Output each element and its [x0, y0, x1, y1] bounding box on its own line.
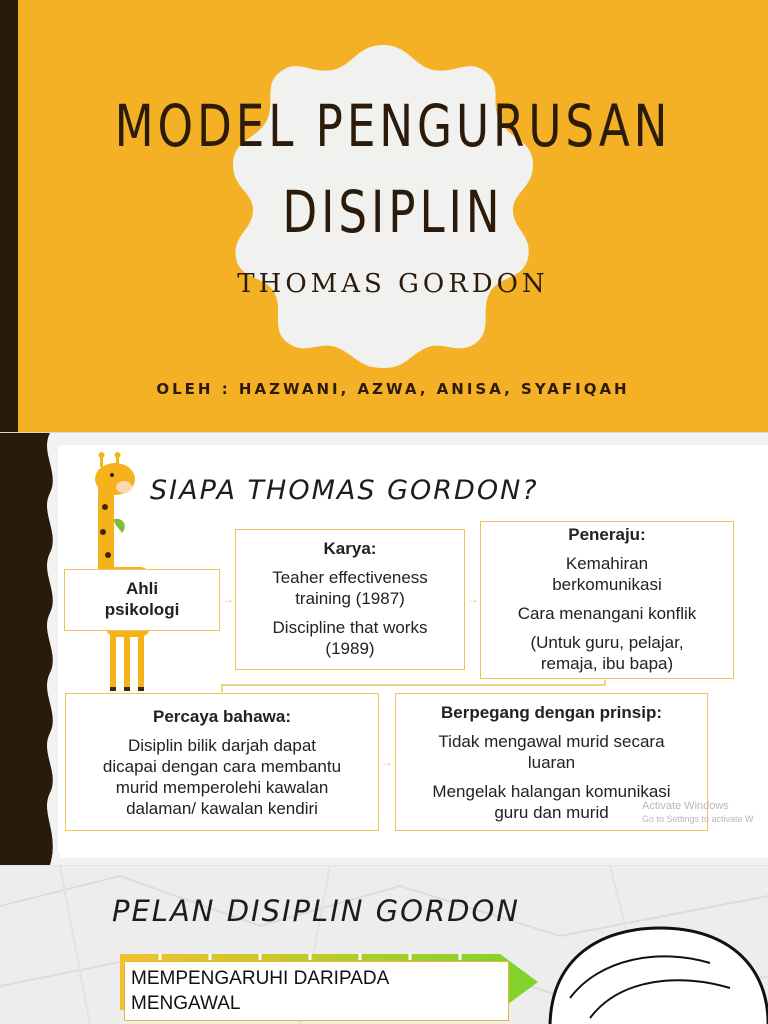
box-karya — [235, 529, 465, 670]
slide-sidebar-bar — [0, 0, 18, 432]
peneraju-item1-line2: berkomunikasi — [552, 575, 662, 594]
slide-heading: SIAPA THOMAS GORDON? — [150, 475, 539, 506]
connector-line — [210, 680, 610, 694]
percaya-line2: dicapai dengan cara membantu — [102, 757, 342, 776]
plan-line1: MEMPENGARUHI DARIPADA — [131, 968, 390, 989]
box-percaya-bahawa — [65, 693, 379, 831]
slide-subtitle: THOMAS GORDON — [237, 269, 549, 299]
box-peneraju — [480, 521, 734, 679]
person-illustration — [540, 918, 768, 1024]
karya-item2-line2: (1989) — [325, 639, 375, 658]
prinsip-heading: Berpegang dengan prinsip: — [440, 703, 663, 722]
peneraju-item3-line2: remaja, ibu bapa) — [540, 654, 674, 673]
karya-item1-line2: training (1987) — [295, 589, 405, 608]
arrow-right-icon: → — [467, 592, 479, 606]
percaya-heading: Percaya bahawa: — [153, 707, 291, 726]
watermark-line1: Activate Windows — [642, 800, 729, 812]
about-slide — [0, 433, 768, 865]
prinsip-item2-line2: guru dan murid — [494, 803, 609, 822]
peneraju-item3-line1: (Untuk guru, pelajar, — [530, 633, 684, 652]
arrow-right-icon: → — [222, 592, 234, 606]
activate-windows-watermark — [642, 800, 754, 826]
peneraju-heading: Peneraju: — [568, 525, 646, 544]
karya-item1-line1: Teaher effectiveness — [272, 568, 428, 587]
prinsip-item2-line1: Mengelak halangan komunikasi — [432, 782, 671, 801]
peneraju-item2: Cara menangani konflik — [517, 604, 697, 623]
plan-slide — [0, 866, 768, 1024]
slide-authors: OLEH : HAZWANI, AZWA, ANISA, SYAFIQAH — [156, 380, 630, 398]
arrow-right-icon: → — [381, 755, 393, 769]
title-slide — [0, 0, 768, 432]
karya-heading: Karya: — [323, 539, 377, 558]
percaya-line4: dalaman/ kawalan kendiri — [126, 799, 318, 818]
plan-line2: MENGAWAL — [131, 993, 241, 1014]
slide-title-line2: DISIPLIN — [282, 178, 504, 246]
watermark-line2: Go to Settings to activate W — [642, 814, 754, 824]
prinsip-item1-line1: Tidak mengawal murid secara — [438, 732, 665, 751]
percaya-line3: murid memperolehi kawalan — [115, 778, 329, 797]
peneraju-item1-line1: Kemahiran — [565, 554, 649, 573]
karya-item2-line1: Discipline that works — [272, 618, 428, 637]
ahli-line2: psikologi — [104, 600, 180, 619]
prinsip-item1-line2: luaran — [527, 753, 576, 772]
percaya-line1: Disiplin bilik darjah dapat — [127, 736, 317, 755]
slide-title-line1: MODEL PENGURUSAN — [114, 92, 672, 160]
ahli-line1: Ahli — [125, 579, 159, 598]
box-ahli-psikologi — [64, 569, 220, 631]
plan-text-box — [124, 961, 509, 1021]
slide-heading: PELAN DISIPLIN GORDON — [112, 894, 520, 928]
